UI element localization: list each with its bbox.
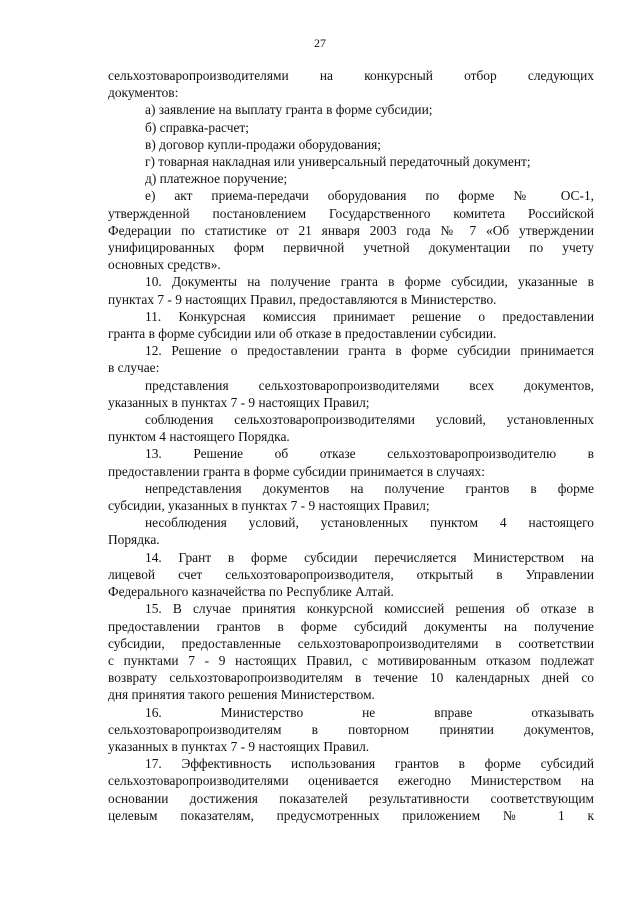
text-line: предоставлении гранта в форме субсидии принимается в случаях: bbox=[108, 463, 485, 479]
text-line: 10. Документы на получение гранта в форме субсидии, указанные в bbox=[145, 274, 594, 290]
text-line: с пунктами 7 - 9 настоящих Правил, с мотивированным отказом подлежат bbox=[108, 652, 594, 668]
text-line: основных средств». bbox=[108, 257, 221, 273]
text-line: унифицированных форм первичной учетной документации по учету bbox=[108, 240, 594, 256]
paragraph-p11 bbox=[108, 308, 594, 342]
paragraph-p13-a bbox=[108, 480, 594, 514]
text-line: 17. Эффективность использования грантов в форме субсидий bbox=[145, 756, 594, 772]
paragraph-p14 bbox=[108, 549, 594, 601]
text-line: указанных в пунктах 7 - 9 настоящих Правил; bbox=[108, 394, 370, 410]
paragraph-p16 bbox=[108, 704, 594, 756]
paragraph-item-g bbox=[108, 153, 594, 170]
text-line: пунктах 7 - 9 настоящих Правил, предоставляются в Министерство. bbox=[108, 291, 497, 307]
text-line: 13. Решение об отказе сельхозтоваропроизводителю в bbox=[145, 446, 594, 462]
text-line: указанных в пунктах 7 - 9 настоящих Правил. bbox=[108, 738, 370, 754]
text-line: сельхозтоваропроизводителями на конкурсный отбор следующих bbox=[108, 68, 594, 83]
paragraph-p10 bbox=[108, 273, 594, 307]
text-line: 12. Решение о предоставлении гранта в форме субсидии принимается bbox=[145, 343, 594, 359]
paragraph-item-a bbox=[108, 101, 594, 118]
text-line: сельхозтоваропроизводителям в повторном принятии документов, bbox=[108, 721, 594, 737]
page-number: 27 bbox=[314, 36, 326, 50]
text-line: д) платежное поручение; bbox=[145, 171, 288, 187]
text-line: утвержденной постановлением Государственного комитета Российской bbox=[108, 205, 594, 221]
document-body bbox=[108, 67, 594, 824]
paragraph-p12-b bbox=[108, 411, 594, 445]
paragraph-p12-a bbox=[108, 377, 594, 411]
text-line: сельхозтоваропроизводителями оценивается ежегодно Министерством на bbox=[108, 773, 594, 789]
paragraph-p13-b bbox=[108, 514, 594, 548]
text-line: в случае: bbox=[108, 360, 160, 376]
paragraph-p13 bbox=[108, 445, 594, 479]
text-line: в) договор купли-продажи оборудования; bbox=[145, 136, 382, 152]
text-line: пунктом 4 настоящего Порядка. bbox=[108, 429, 290, 445]
text-line: субсидии, указанных в пунктах 7 - 9 настоящих Правил; bbox=[108, 498, 430, 514]
text-line: предоставлении грантов в форме субсидий документы на получение bbox=[108, 618, 594, 634]
text-line: соблюдения сельхозтоваропроизводителями условий, установленных bbox=[145, 412, 594, 428]
text-line: целевым показателям, предусмотренных приложением № 1 к bbox=[108, 807, 594, 823]
text-line: г) товарная накладная или универсальный передаточный документ; bbox=[145, 154, 531, 170]
text-line: непредставления документов на получение грантов в форме bbox=[145, 480, 594, 496]
paragraph-intro bbox=[108, 67, 594, 101]
text-line: б) справка-расчет; bbox=[145, 119, 249, 135]
paragraph-item-d bbox=[108, 170, 594, 187]
text-line: а) заявление на выплату гранта в форме субсидии; bbox=[145, 102, 433, 118]
text-line: Федерального казначейства по Республике Алтай. bbox=[108, 584, 394, 600]
paragraph-p15 bbox=[108, 600, 594, 703]
text-line: 16. Министерство не вправе отказывать bbox=[145, 704, 594, 720]
text-line: субсидии, предоставленные сельхозтоваропроизводителями в соответствии bbox=[108, 635, 594, 651]
text-line: 14. Грант в форме субсидии перечисляется Министерством на bbox=[145, 549, 594, 565]
text-line: 11. Конкурсная комиссия принимает решение о предоставлении bbox=[145, 308, 594, 324]
text-line: гранта в форме субсидии или об отказе в предоставлении субсидии. bbox=[108, 326, 497, 342]
text-line: Порядка. bbox=[108, 532, 160, 548]
text-line: основании достижения показателей результативности соответствующим bbox=[108, 790, 594, 806]
text-line: несоблюдения условий, установленных пунктом 4 настоящего bbox=[145, 515, 594, 531]
text-line: документов: bbox=[108, 85, 179, 101]
paragraph-item-e bbox=[108, 187, 594, 273]
paragraph-p12 bbox=[108, 342, 594, 376]
text-line: лицевой счет сельхозтоваропроизводителя, открытый в Управлении bbox=[108, 566, 594, 582]
paragraph-item-v bbox=[108, 136, 594, 153]
paragraph-item-b bbox=[108, 119, 594, 136]
text-line: Федерации по статистике от 21 января 2003 года № 7 «Об утверждении bbox=[108, 222, 594, 238]
text-line: е) акт приема-передачи оборудования по форме № ОС-1, bbox=[145, 188, 594, 204]
paragraph-p17 bbox=[108, 755, 594, 824]
text-line: возврату сельхозтоваропроизводителям в течение 10 календарных дней со bbox=[108, 670, 594, 686]
text-line: 15. В случае принятия конкурсной комиссией решения об отказе в bbox=[145, 601, 594, 617]
text-line: дня принятия такого решения Министерством. bbox=[108, 687, 375, 703]
text-line: представления сельхозтоваропроизводителями всех документов, bbox=[145, 377, 594, 393]
